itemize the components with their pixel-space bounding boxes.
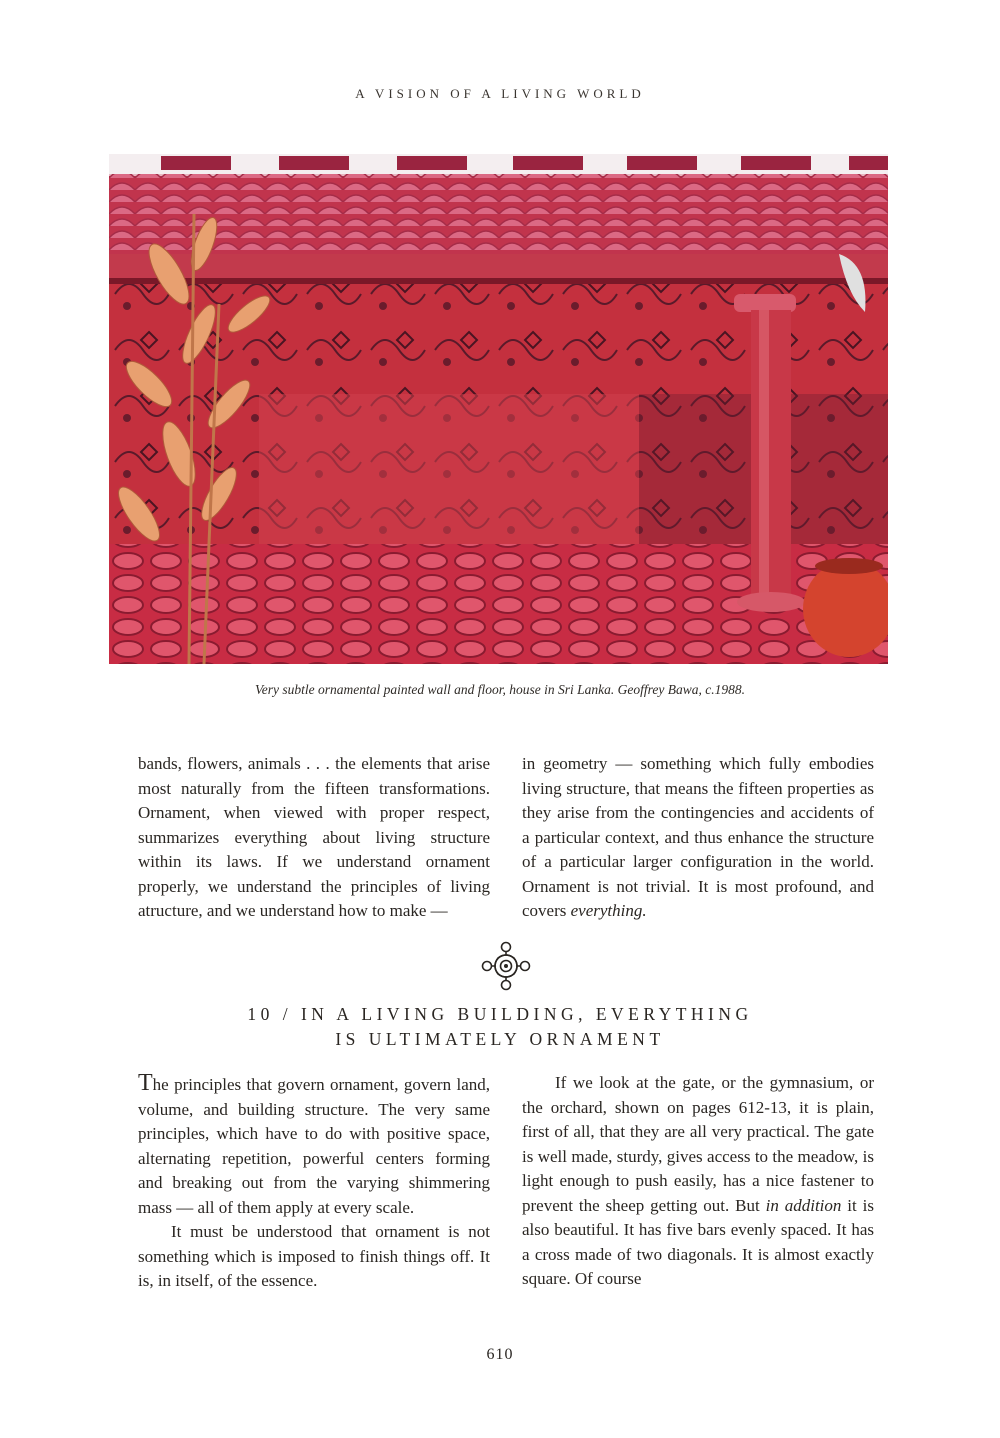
text-run: he principles that govern ornament, govern land, volume, and building structure. The very same principles, which have to do with positive space, alternating repetition, powerful centers forming and breaking out from the varying shimmering mass — all of them apply at every scale. (138, 1075, 490, 1217)
section-ornament-icon (480, 940, 532, 992)
section-heading-line: 10 / IN A LIVING BUILDING, EVERYTHING (247, 1004, 753, 1024)
photo-illustration (109, 154, 888, 664)
figure-caption: Very subtle ornamental painted wall and floor, house in Sri Lanka. Geoffrey Bawa, c.1988. (255, 682, 745, 697)
text-run: in geometry — something which fully embodies living structure, that means the fifteen properties as they arise from the contingencies and accidents of a particular context, and thus enhance the structure of a particular larger configuration in the world. Ornament is not trivial. It is most profound, and covers (522, 754, 874, 920)
paragraph: bands, flowers, animals . . . the elements that arise most naturally from the fifteen transformations. Ornament, when viewed with proper respect, summarizes everything about living structure within its laws. If we understand ornament properly, we understand the principles of living atructure, and we understand how to make — (138, 754, 490, 920)
continued-text-right (522, 752, 874, 924)
text-run: If we look at the gate, or the gymnasium, or the orchard, shown on pages 612-13, it is plain, first of all, that they are all very practical. The gate is well made, sturdy, gives access to the meadow, is light enough to push easily, has a nice fastener to prevent the sheep getting out. But (522, 1073, 874, 1215)
page-number: 610 (486, 1346, 514, 1363)
emphasis: in addition (765, 1195, 842, 1215)
section-text-right (522, 1071, 874, 1292)
paragraph (522, 1071, 874, 1292)
paragraph (138, 1071, 490, 1220)
continued-text-left (138, 752, 490, 924)
text-run: it is also beautiful. It has five bars evenly spaced. It has a cross made of two diagonals. It is almost exactly square. Of course (522, 1195, 874, 1288)
section-heading-line: IS ULTIMATELY ORNAMENT (335, 1029, 665, 1049)
drop-cap: T (138, 1070, 153, 1096)
section-heading (0, 1002, 1000, 1052)
paragraph: It must be understood that ornament is not something which is imposed to finish things off. It is, in itself, of the essence. (138, 1222, 490, 1290)
paragraph (522, 752, 874, 924)
figure-photo (109, 154, 888, 664)
section-text-left (138, 1071, 490, 1294)
emphasis: everything. (570, 901, 647, 920)
running-head: A VISION OF A LIVING WORLD (355, 86, 645, 101)
